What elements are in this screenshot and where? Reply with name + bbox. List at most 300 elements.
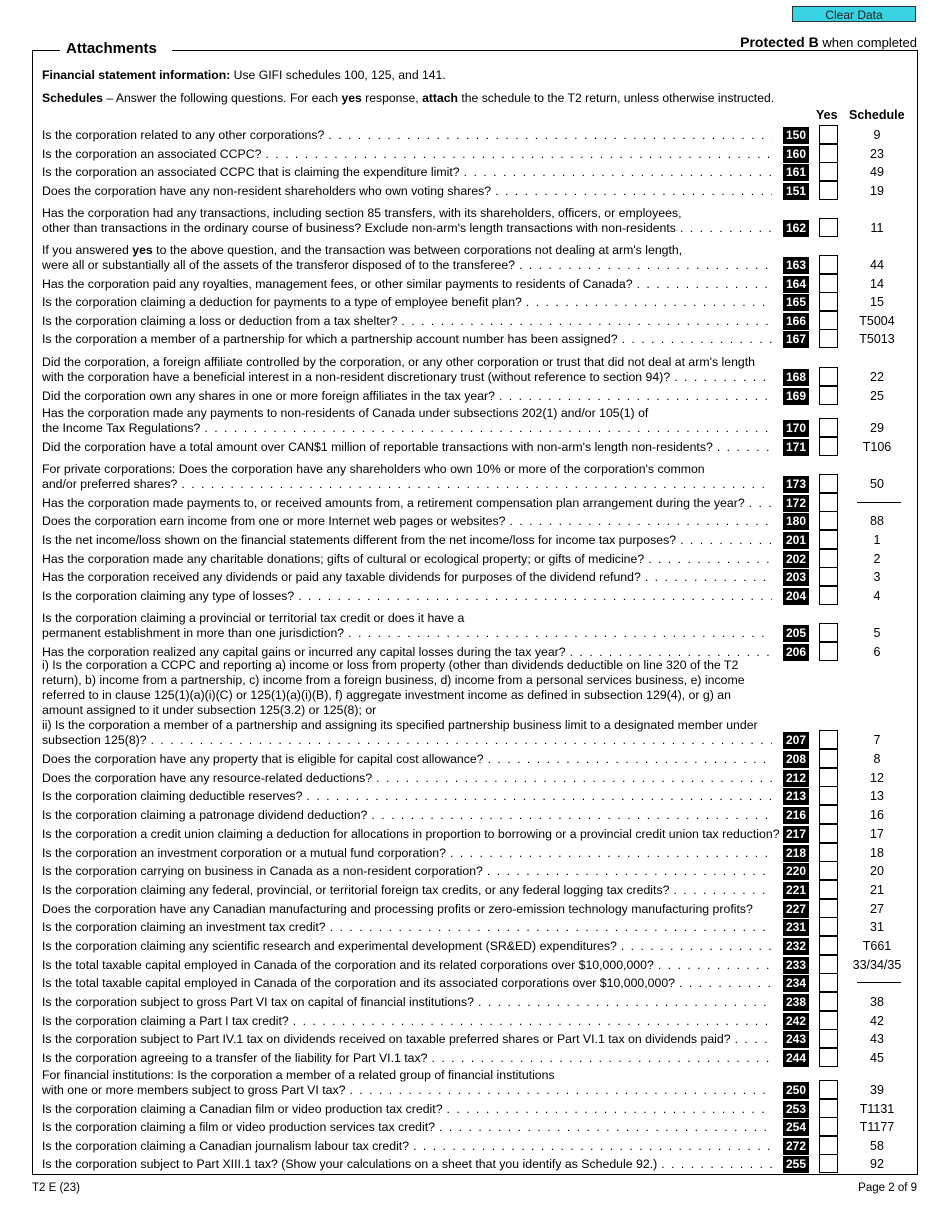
dot-leader [488, 752, 772, 767]
question-text-line [42, 440, 772, 455]
question-label: Is the corporation an associated CCPC that is claiming the expenditure limit? [42, 165, 460, 179]
line-code: 234 [783, 975, 809, 992]
dot-leader [439, 1120, 772, 1135]
line-code: 217 [783, 826, 809, 843]
protected-b-label: Protected B [740, 34, 819, 50]
question-text-line: For private corporations: Does the corporation have any shareholders who own 10% or more of the corporation's common [42, 462, 705, 476]
schedule-number: 7 [873, 733, 881, 747]
question-row-208 [42, 750, 947, 768]
question-row-151 [42, 182, 947, 200]
question-text-line [42, 958, 772, 973]
question-text [42, 1068, 772, 1098]
line-code: 171 [783, 439, 809, 456]
question-label: Is the corporation claiming any scientific research and experimental development (SR&ED) expenditures? [42, 939, 617, 953]
question-label: Is the corporation claiming any type of losses? [42, 589, 295, 603]
yes-checkbox-254[interactable] [819, 1117, 838, 1136]
dot-leader [298, 589, 772, 604]
question-text-line: Did the corporation, a foreign affiliate controlled by the corporation, or any other corporation or trust that did not deal at arm's length [42, 355, 756, 369]
line-code: 202 [783, 551, 809, 568]
question-text [42, 277, 772, 292]
sched-attach: attach [422, 91, 458, 105]
schedule-number: 92 [870, 1157, 884, 1171]
schedule-number: 4 [873, 589, 881, 603]
question-row-169 [42, 387, 947, 405]
dot-leader [464, 165, 772, 180]
schedule-number: 15 [870, 295, 884, 309]
question-label: Is the corporation claiming a Part I tax credit? [42, 1014, 289, 1028]
yes-checkbox-201[interactable] [819, 530, 838, 549]
yes-checkbox-213[interactable] [819, 786, 838, 805]
yes-checkbox-227[interactable] [819, 899, 838, 918]
yes-checkbox-180[interactable] [819, 511, 838, 530]
question-text-line [42, 864, 772, 879]
question-label: Did the corporation own any shares in one or more foreign affiliates in the tax year? [42, 389, 495, 403]
question-text-line [42, 733, 772, 748]
question-text-line [42, 589, 772, 604]
question-row-160 [42, 145, 947, 163]
question-text-line [42, 421, 772, 436]
question-text-line [42, 533, 772, 548]
question-row-213 [42, 787, 947, 805]
question-text [42, 589, 772, 604]
dot-leader [648, 552, 772, 567]
question-text [42, 939, 772, 954]
question-text [42, 1157, 772, 1172]
schedule-number: 17 [870, 827, 884, 841]
yes-checkbox-151[interactable] [819, 181, 838, 200]
question-row-204 [42, 587, 947, 605]
question-row-202 [42, 550, 947, 568]
schedule-number: 42 [870, 1014, 884, 1028]
question-text-line [42, 258, 772, 273]
question-text-line: referred to in clause 125(1)(a)(i)(C) or 125(1)(a)(i)(B), f) aggregate investment income as defined in subsection 129(4), or g) an [42, 688, 731, 702]
yes-checkbox-203[interactable] [819, 567, 838, 586]
question-label: Has the corporation realized any capital gains or incurred any capital losses during the tax year? [42, 645, 566, 659]
yes-checkbox-244[interactable] [819, 1048, 838, 1067]
question-text-line: ii) Is the corporation a member of a partnership and assigning its specified partnership business limit to a designated member under [42, 718, 758, 732]
dot-leader [306, 789, 772, 804]
question-text [42, 147, 772, 162]
question-text [42, 165, 772, 180]
yes-checkbox-243[interactable] [819, 1029, 838, 1048]
yes-checkbox-205[interactable] [819, 623, 838, 642]
yes-checkbox-204[interactable] [819, 586, 838, 605]
dot-leader [637, 277, 772, 292]
question-row-166 [42, 312, 947, 330]
question-text-line [42, 314, 772, 329]
yes-checkbox-166[interactable] [819, 311, 838, 330]
question-row-180 [42, 512, 947, 530]
question-text-line [42, 976, 772, 991]
line-code: 151 [783, 183, 809, 200]
question-text-line: For financial institutions: Is the corporation a member of a related group of financial institutions [42, 1068, 555, 1082]
question-text-line [42, 165, 772, 180]
question-text [42, 184, 772, 199]
question-label: Is the corporation an investment corporation or a mutual fund corporation? [42, 846, 446, 860]
question-text [42, 533, 772, 548]
dot-leader [645, 570, 772, 585]
question-text [42, 1014, 772, 1029]
dot-leader [413, 1139, 772, 1154]
question-row-253 [42, 1100, 947, 1118]
question-text [42, 332, 772, 347]
schedule-number: 5 [873, 626, 881, 640]
dot-leader [432, 1051, 772, 1066]
question-text [42, 846, 772, 861]
question-text-line [42, 846, 772, 861]
yes-checkbox-150[interactable] [819, 125, 838, 144]
schedule-number: 44 [870, 258, 884, 272]
schedule-number: 45 [870, 1051, 884, 1065]
yes-checkbox-212[interactable] [819, 768, 838, 787]
question-label: subsection 125(8)? [42, 733, 147, 747]
line-code: 167 [783, 331, 809, 348]
question-text-line [42, 221, 772, 236]
line-code: 166 [783, 313, 809, 330]
protected-b-suffix: when completed [818, 35, 917, 50]
yes-checkbox-233[interactable] [819, 955, 838, 974]
line-code: 172 [783, 495, 809, 512]
dot-leader [509, 514, 772, 529]
question-row-167 [42, 330, 947, 348]
question-text-line: return), b) income from a partnership, c) income from a foreign business, d) income from a personal services business, e) income [42, 673, 745, 687]
dot-leader [450, 846, 772, 861]
line-code: 206 [783, 644, 809, 661]
question-text [42, 496, 772, 511]
question-row-232 [42, 937, 947, 955]
yes-checkbox-234[interactable] [819, 973, 838, 992]
question-row-234 [42, 974, 947, 992]
question-text-line [42, 1102, 772, 1117]
question-label: Has the corporation received any dividends or paid any taxable dividends for purposes of the dividend refund? [42, 570, 641, 584]
yes-checkbox-167[interactable] [819, 329, 838, 348]
yes-checkbox-171[interactable] [819, 437, 838, 456]
question-text-line [42, 389, 772, 404]
question-text-line [42, 827, 780, 842]
emphasis-yes: yes [132, 243, 153, 257]
schedule-number: 16 [870, 808, 884, 822]
dot-leader [328, 128, 772, 143]
sched-text-3: the schedule to the T2 return, unless otherwise instructed. [457, 91, 775, 105]
question-label: Is the corporation claiming a patronage dividend deduction? [42, 808, 368, 822]
line-code: 231 [783, 919, 809, 936]
yes-checkbox-242[interactable] [819, 1011, 838, 1030]
line-code: 216 [783, 807, 809, 824]
dot-leader [447, 1102, 772, 1117]
schedule-number: 58 [870, 1139, 884, 1153]
yes-checkbox-220[interactable] [819, 861, 838, 880]
yes-checkbox-168[interactable] [819, 367, 838, 386]
line-code: 227 [783, 901, 809, 918]
yes-checkbox-272[interactable] [819, 1136, 838, 1155]
line-code: 168 [783, 369, 809, 386]
financial-statement-info [42, 68, 446, 82]
yes-checkbox-208[interactable] [819, 749, 838, 768]
schedule-number: 22 [870, 370, 884, 384]
yes-checkbox-221[interactable] [819, 880, 838, 899]
yes-checkbox-160[interactable] [819, 144, 838, 163]
question-row-201 [42, 531, 947, 549]
question-row-162 [42, 206, 947, 237]
question-text-line [42, 1083, 772, 1098]
question-label: were all or substantially all of the assets of the transferor disposed of to the transferee? [42, 258, 516, 272]
question-text [42, 462, 772, 492]
question-text-line [42, 1139, 772, 1154]
dot-leader [265, 147, 772, 162]
question-label: Does the corporation have any Canadian manufacturing and processing profits or zero-emission technology manufacturing profits? [42, 902, 753, 916]
question-text-line [42, 477, 772, 492]
sched-text-1: – Answer the following questions. For each [102, 91, 342, 105]
question-text [42, 295, 772, 310]
dot-leader [499, 389, 772, 404]
question-text-line [42, 570, 772, 585]
question-text-line [42, 332, 772, 347]
schedule-number: 49 [870, 165, 884, 179]
question-label: Is the corporation a credit union claiming a deduction for allocations in proportion to borrowing or a provincial credit union tax reduction? [42, 827, 780, 841]
schedule-number: 23 [870, 147, 884, 161]
question-row-242 [42, 1012, 947, 1030]
schedule-number: 88 [870, 514, 884, 528]
question-label: Has the corporation made any charitable donations; gifts of cultural or ecological property; or gifts of medicine? [42, 552, 645, 566]
clear-data-button[interactable]: Clear Data [792, 6, 916, 22]
yes-checkbox-162[interactable] [819, 218, 838, 237]
sched-label: Schedules [42, 91, 103, 105]
question-text-line [42, 1051, 772, 1066]
question-text-line [42, 1157, 772, 1172]
line-code: 207 [783, 732, 809, 749]
yes-checkbox-238[interactable] [819, 992, 838, 1011]
schedule-number: T661 [862, 939, 892, 953]
dot-leader [330, 920, 772, 935]
yes-checkbox-169[interactable] [819, 386, 838, 405]
schedule-number: 14 [870, 277, 884, 291]
question-row-227 [42, 900, 947, 918]
yes-checkbox-161[interactable] [819, 162, 838, 181]
dot-leader [674, 370, 772, 385]
question-label: Is the corporation subject to Part XIII.1 tax? (Show your calculations on a sheet that you identify as Schedule 92.) [42, 1157, 658, 1171]
question-row-220 [42, 862, 947, 880]
question-text-line [42, 771, 772, 786]
question-text [42, 206, 772, 236]
question-label: Does the corporation have any resource-related deductions? [42, 771, 373, 785]
yes-checkbox-217[interactable] [819, 824, 838, 843]
schedule-number: 3 [873, 570, 881, 584]
schedule-number: T1131 [859, 1102, 895, 1116]
question-text-line: amount assigned to it under subsection 125(3.2) or 125(8); or [42, 703, 377, 717]
schedule-number: 13 [870, 789, 884, 803]
yes-checkbox-173[interactable] [819, 474, 838, 493]
yes-checkbox-216[interactable] [819, 805, 838, 824]
schedule-number: 31 [870, 920, 884, 934]
question-row-272 [42, 1137, 947, 1155]
question-row-172 [42, 494, 947, 512]
yes-checkbox-170[interactable] [819, 418, 838, 437]
question-text [42, 243, 772, 273]
question-text [42, 1102, 772, 1117]
schedule-number: 19 [870, 184, 884, 198]
dot-leader [151, 733, 772, 748]
question-row-243 [42, 1030, 947, 1048]
question-text-line [42, 1032, 772, 1047]
line-code: 170 [783, 420, 809, 437]
schedule-number: 11 [870, 221, 884, 235]
question-text [42, 314, 772, 329]
question-text-line [42, 626, 772, 641]
question-label: the Income Tax Regulations? [42, 421, 201, 435]
yes-checkbox-207[interactable] [819, 730, 838, 749]
yes-checkbox-232[interactable] [819, 936, 838, 955]
dot-leader [673, 883, 772, 898]
line-code: 165 [783, 294, 809, 311]
dot-leader [661, 1157, 772, 1172]
dot-leader [371, 808, 772, 823]
question-row-221 [42, 881, 947, 899]
question-label: Is the corporation carrying on business in Canada as a non-resident corporation? [42, 864, 483, 878]
yes-checkbox-218[interactable] [819, 843, 838, 862]
question-text-line: If you answered yes to the above question, and the transaction was between corporations not dealing at arm's length, [42, 243, 683, 257]
question-label: Is the corporation claiming a Canadian film or video production tax credit? [42, 1102, 443, 1116]
line-code: 204 [783, 588, 809, 605]
dot-leader [495, 184, 772, 199]
schedule-number: 43 [870, 1032, 884, 1046]
question-row-163 [42, 243, 947, 274]
question-text [42, 864, 772, 879]
schedule-number: 38 [870, 995, 884, 1009]
line-code: 162 [783, 220, 809, 237]
question-row-212 [42, 769, 947, 787]
line-code: 254 [783, 1119, 809, 1136]
question-text-line [42, 939, 772, 954]
question-text [42, 440, 772, 455]
line-code: 163 [783, 257, 809, 274]
question-label: Is the corporation an associated CCPC? [42, 147, 262, 161]
question-label: Is the corporation claiming deductible reserves? [42, 789, 303, 803]
question-label: Is the corporation related to any other corporations? [42, 128, 325, 142]
question-row-254 [42, 1118, 947, 1136]
question-text-line [42, 752, 772, 767]
question-text-line [42, 808, 772, 823]
question-text [42, 752, 772, 767]
dot-leader [680, 533, 772, 548]
line-code: 208 [783, 751, 809, 768]
question-label: Is the corporation subject to gross Part VI tax on capital of financial institutions? [42, 995, 474, 1009]
question-row-150 [42, 126, 947, 144]
schedule-number: 18 [870, 846, 884, 860]
yes-checkbox-253[interactable] [819, 1099, 838, 1118]
yes-checkbox-164[interactable] [819, 274, 838, 293]
line-code: 201 [783, 532, 809, 549]
line-code: 244 [783, 1050, 809, 1067]
schedule-number: 8 [873, 752, 881, 766]
dot-leader [349, 1083, 772, 1098]
question-text [42, 808, 772, 823]
schedule-number: 20 [870, 864, 884, 878]
schedule-number: 1 [873, 533, 881, 547]
question-row-203 [42, 568, 947, 586]
question-text-line: i) Is the corporation a CCPC and reporting a) income or loss from property (other than dividends deductible on line 320 of the T2 [42, 658, 739, 672]
yes-checkbox-255[interactable] [819, 1154, 838, 1173]
question-text [42, 611, 772, 641]
line-code: 205 [783, 625, 809, 642]
line-code: 250 [783, 1082, 809, 1099]
schedule-number: 12 [870, 771, 884, 785]
question-text-line: Has the corporation had any transactions, including section 85 transfers, with its shareholders, officers, or employees, [42, 206, 682, 220]
question-text [42, 552, 772, 567]
question-text [42, 1051, 772, 1066]
line-code: 221 [783, 882, 809, 899]
dot-leader [519, 258, 772, 273]
question-text [42, 389, 772, 404]
question-label: Has the corporation made payments to, or received amounts from, a retirement compensation plan arrangement during the year? [42, 496, 745, 510]
question-row-255 [42, 1155, 947, 1173]
yes-checkbox-172[interactable] [819, 493, 838, 512]
question-label: Did the corporation have a total amount over CAN$1 million of reportable transactions with non-arm's length non-residents? [42, 440, 713, 454]
line-code: 212 [783, 770, 809, 787]
sched-text-2: response, [361, 91, 423, 105]
yes-checkbox-202[interactable] [819, 549, 838, 568]
dot-leader [487, 864, 772, 879]
yes-checkbox-163[interactable] [819, 255, 838, 274]
question-label: Is the corporation claiming an investment tax credit? [42, 920, 326, 934]
question-row-217 [42, 825, 947, 843]
dot-leader [735, 1032, 772, 1047]
question-row-238 [42, 993, 947, 1011]
yes-checkbox-165[interactable] [819, 292, 838, 311]
question-text-line: Is the corporation claiming a provincial or territorial tax credit or does it have a [42, 611, 465, 625]
yes-checkbox-231[interactable] [819, 917, 838, 936]
question-row-233 [42, 956, 947, 974]
question-label: Is the total taxable capital employed in Canada of the corporation and its associated corporations over $10,000,000? [42, 976, 676, 990]
line-code: 213 [783, 788, 809, 805]
schedule-number: T106 [862, 440, 892, 454]
question-row-207 [42, 658, 947, 749]
question-text [42, 355, 772, 385]
question-label: with the corporation have a beneficial interest in a non-resident discretionary trust (without reference to section 94)? [42, 370, 671, 384]
question-row-216 [42, 806, 947, 824]
question-text [42, 920, 772, 935]
yes-checkbox-250[interactable] [819, 1080, 838, 1099]
dot-leader [204, 421, 772, 436]
page-number: Page 2 of 9 [858, 1182, 917, 1194]
line-code: 242 [783, 1013, 809, 1030]
question-text [42, 658, 772, 748]
line-code: 243 [783, 1031, 809, 1048]
dot-leader [181, 477, 772, 492]
line-code: 160 [783, 146, 809, 163]
line-code: 253 [783, 1101, 809, 1118]
question-text [42, 789, 772, 804]
schedule-number: 9 [873, 128, 881, 142]
question-text-line [42, 1014, 772, 1029]
dot-leader [376, 771, 772, 786]
question-text [42, 1120, 772, 1135]
dot-leader [478, 995, 772, 1010]
question-label: and/or preferred shares? [42, 477, 178, 491]
yes-checkbox-206[interactable] [819, 642, 838, 661]
question-label: permanent establishment in more than one jurisdiction? [42, 626, 345, 640]
question-text-line [42, 370, 772, 385]
question-row-205 [42, 611, 947, 642]
form-id: T2 E (23) [32, 1182, 80, 1194]
line-code: 218 [783, 845, 809, 862]
question-text-line: Has the corporation made any payments to non-residents of Canada under subsections 202(1) and/or 105(1) of [42, 406, 649, 420]
question-text [42, 771, 772, 786]
question-label: Is the total taxable capital employed in Canada of the corporation and its related corporations over $10,000,000? [42, 958, 654, 972]
question-row-165 [42, 293, 947, 311]
fin-text: Use GIFI schedules 100, 125, and 141. [230, 68, 446, 82]
question-row-218 [42, 844, 947, 862]
yes-column-header: Yes [816, 108, 838, 122]
